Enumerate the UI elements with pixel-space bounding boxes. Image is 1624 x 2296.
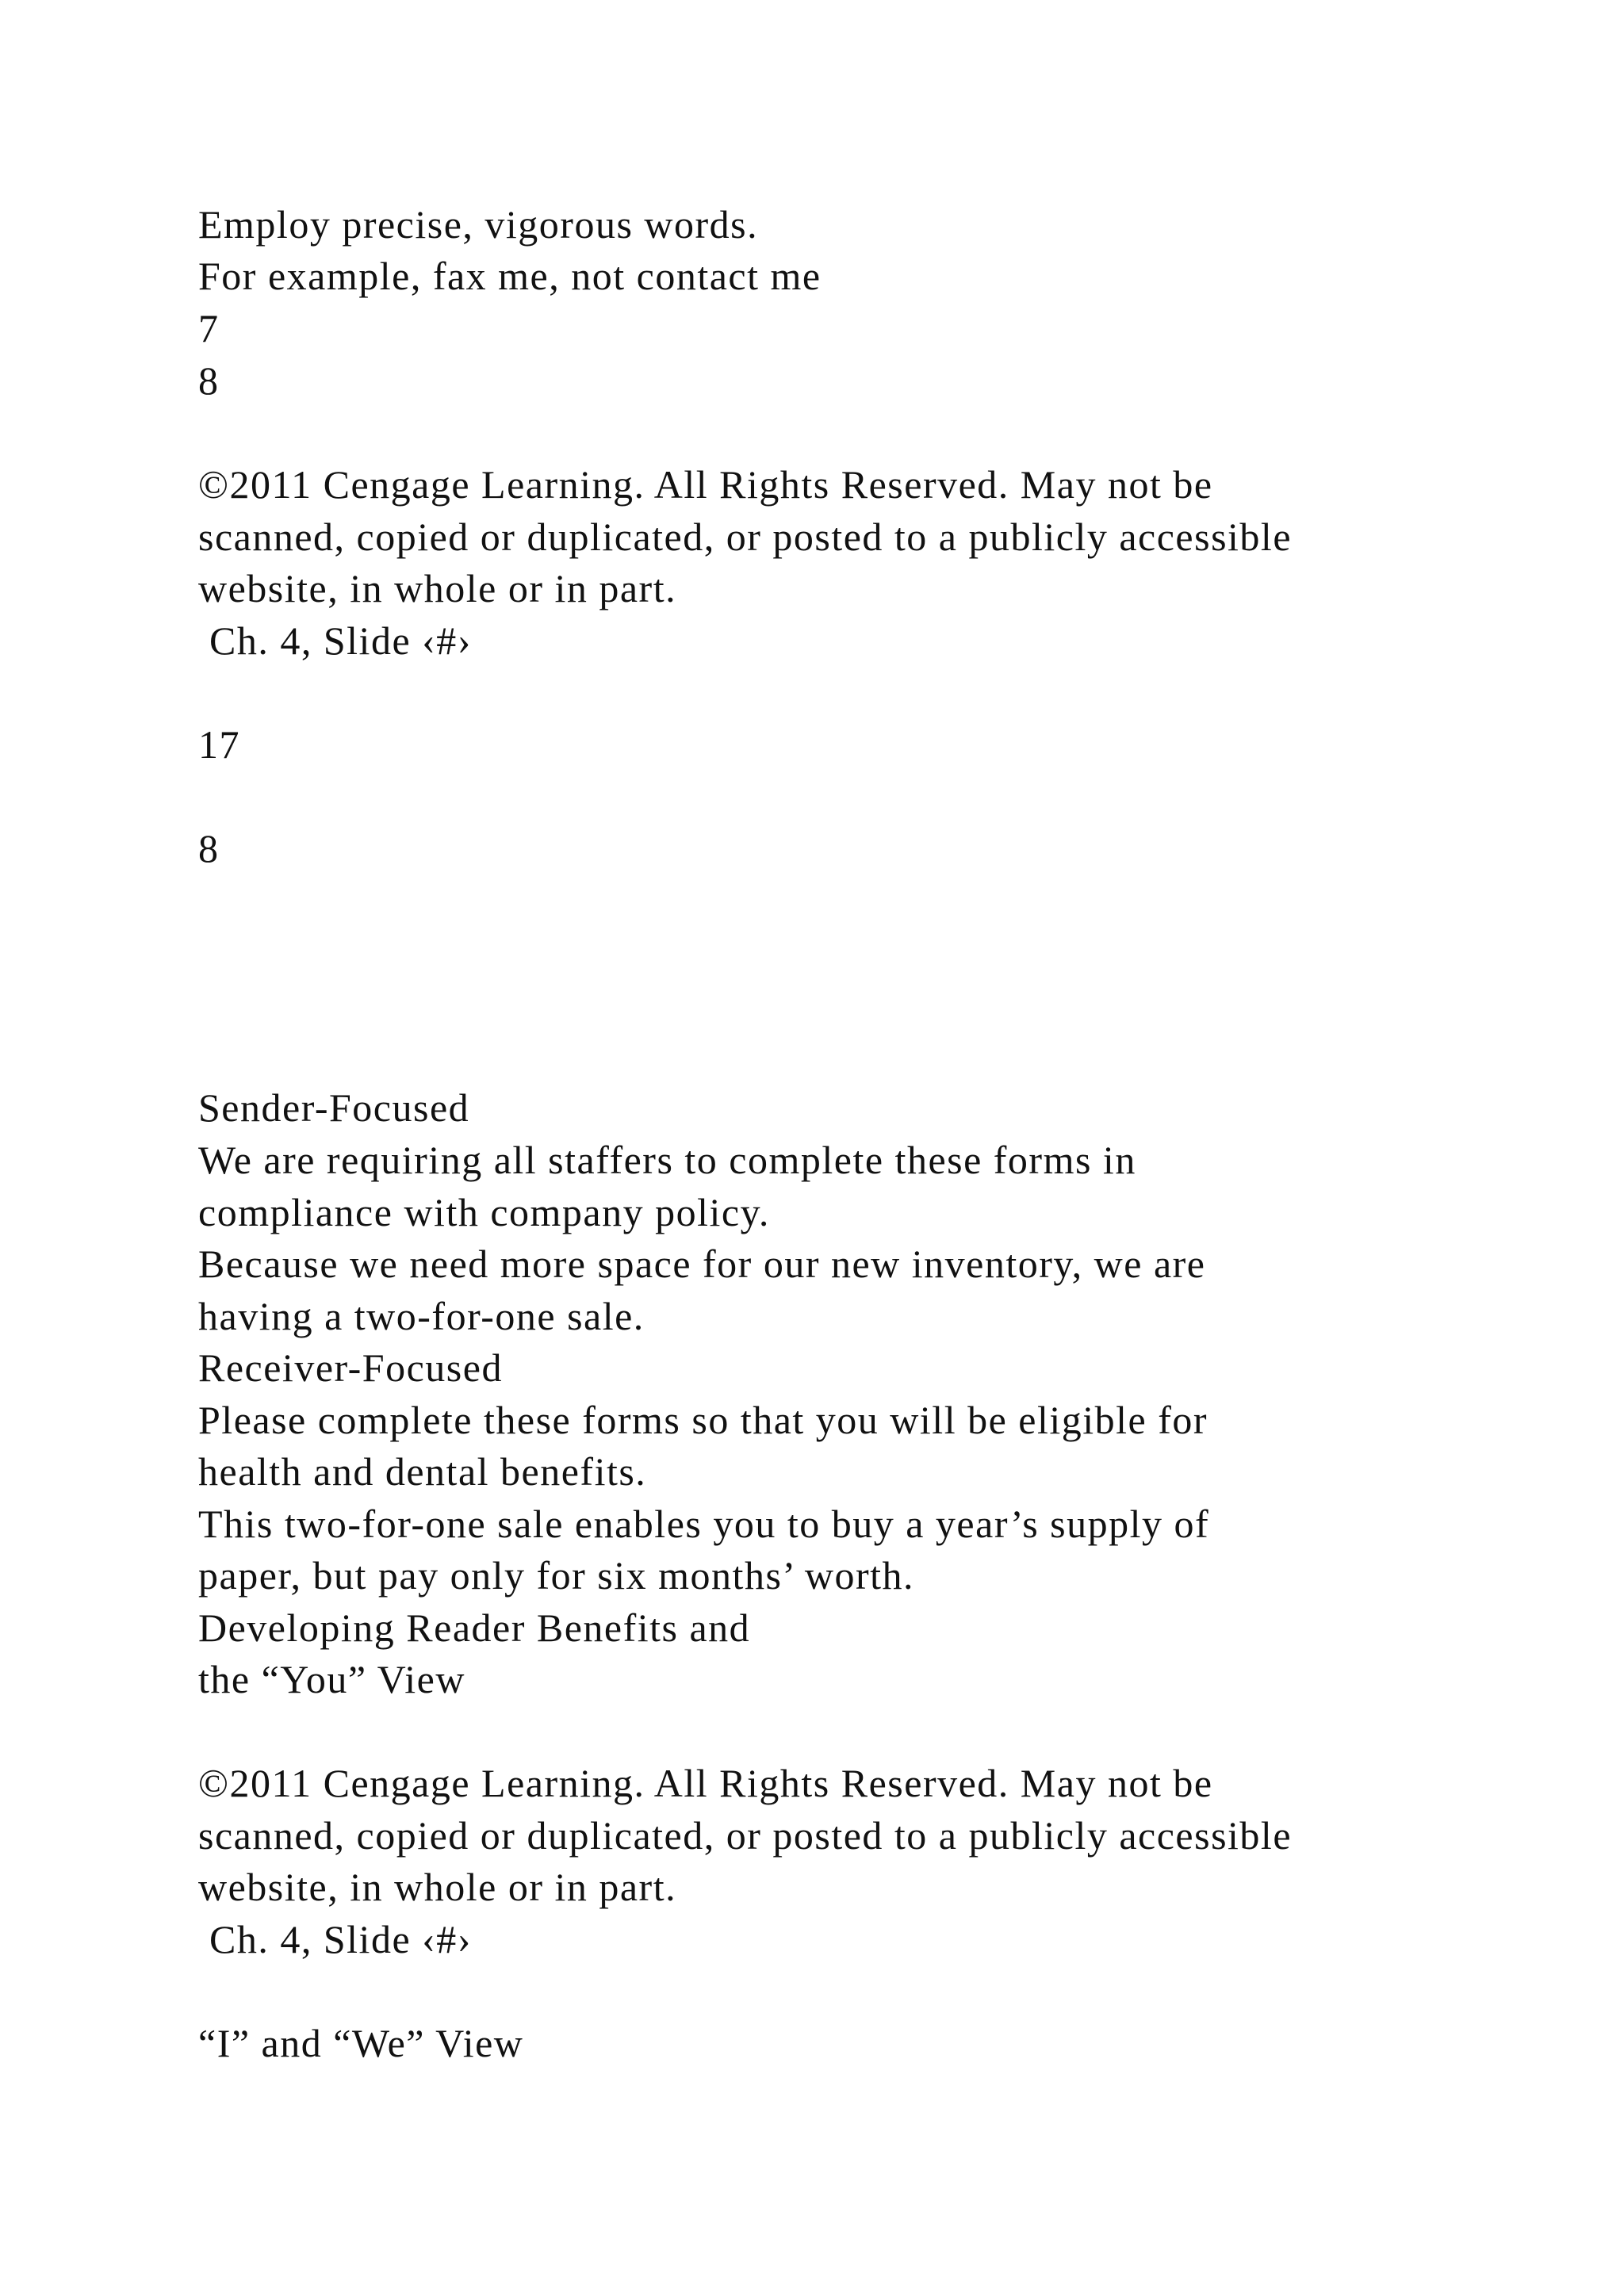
text-line: paper, but pay only for six months’ worth. <box>198 1553 914 1598</box>
text-line: health and dental benefits. <box>198 1449 647 1494</box>
section-heading: Receiver-Focused <box>198 1345 503 1390</box>
copyright-line: ©2011 Cengage Learning. All Rights Reserved. May not be <box>198 1761 1213 1805</box>
copyright-line: scanned, copied or duplicated, or posted to a publicly accessible <box>198 515 1293 559</box>
copyright-line: scanned, copied or duplicated, or posted to a publicly accessible <box>198 1813 1293 1858</box>
text-line: compliance with company policy. <box>198 1190 770 1234</box>
slide-title: the “You” View <box>198 1657 465 1701</box>
text-line: For example, fax me, not contact me <box>198 254 822 298</box>
text-line: 8 <box>198 826 220 871</box>
text-line: Please complete these forms so that you will be eligible for <box>198 1398 1208 1442</box>
text-line: 7 <box>198 306 220 350</box>
text-line: 8 <box>198 358 220 403</box>
copyright-line: ©2011 Cengage Learning. All Rights Reserved. May not be <box>198 462 1213 507</box>
slide-reference: Ch. 4, Slide ‹#› <box>198 1917 472 1961</box>
text-line: Because we need more space for our new inventory, we are <box>198 1242 1206 1286</box>
slide-title: Developing Reader Benefits and <box>198 1605 751 1650</box>
text-line: having a two-for-one sale. <box>198 1294 645 1338</box>
copyright-line: website, in whole or in part. <box>198 566 677 610</box>
slide-reference: Ch. 4, Slide ‹#› <box>198 618 472 663</box>
text-line: 17 <box>198 722 240 767</box>
slide-title: “I” and “We” View <box>198 2021 524 2065</box>
text-line: Employ precise, vigorous words. <box>198 202 759 247</box>
text-line: This two-for-one sale enables you to buy a year’s supply of <box>198 1502 1210 1546</box>
text-line: We are requiring all staffers to complete these forms in <box>198 1138 1136 1182</box>
copyright-line: website, in whole or in part. <box>198 1865 677 1909</box>
section-heading: Sender-Focused <box>198 1085 470 1130</box>
